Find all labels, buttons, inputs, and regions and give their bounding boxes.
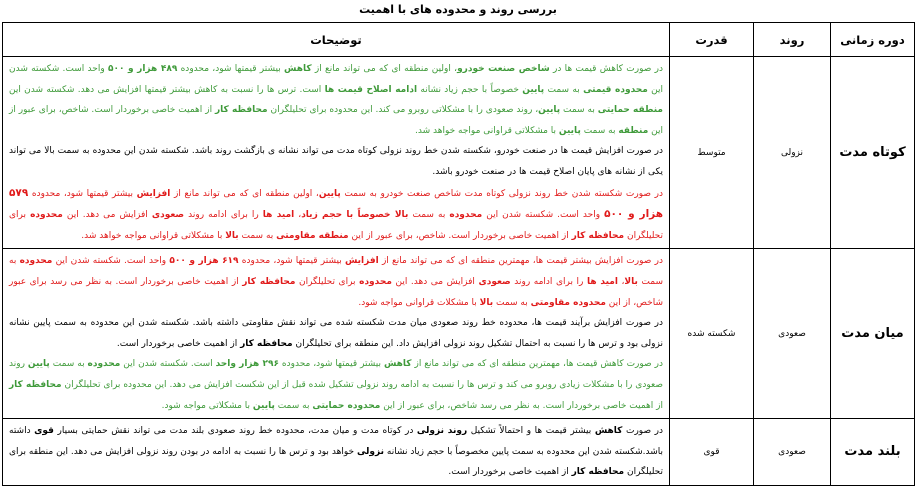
description-paragraph xyxy=(9,183,663,247)
text-run: در صورت xyxy=(622,426,663,437)
highlight-text: قوی xyxy=(34,426,54,437)
text-run: خواهد بود و ترس ها را نسبت به ادامه در بودن روند نزولی افزایش می دهد. این منطقه برای تحلیلگران xyxy=(9,446,663,478)
description-paragraph xyxy=(9,354,663,416)
text-run: بیشتر قیمتها شود، محدوده xyxy=(177,64,285,74)
text-run: از اهمیت خاصی برخوردار است. شاخص، برای عبور از این xyxy=(348,230,572,241)
period-cell: کوتاه مدت xyxy=(831,57,915,249)
text-run: به سمت xyxy=(274,400,313,411)
highlight-text: پایین xyxy=(538,105,561,116)
highlight-text: نزولی xyxy=(356,446,384,457)
period-cell: بلند مدت xyxy=(831,419,915,486)
highlight-text: پایین xyxy=(522,84,545,95)
highlight-text: ۶۱۹ هزار و ۵۰۰ xyxy=(169,256,239,267)
highlight-text: افزایش xyxy=(136,188,171,199)
text-run: در صورت افزایش برآیند قیمت ها، محدوده خط روند صعودی میان مدت شکسته شده می تواند نقش مقاومتی داشته باشد. شکسته شدن این محدوده به سمت پایین نشانه نزولی بود و ترس ها را نسبت به احتمال تشکیل روند نزولی افزایش داد. این منطقه برای تحلیلگران xyxy=(9,318,663,349)
highlight-text: کاهش xyxy=(284,64,312,74)
text-run: از اهمیت خاصی برخوردار است. به نظر می رسد شاخص، برای عبور از این xyxy=(380,400,663,411)
description-cell xyxy=(3,419,670,486)
highlight-text: افزایش xyxy=(344,256,379,267)
trend-cell: نزولی xyxy=(754,57,831,249)
description-paragraph xyxy=(9,59,663,141)
header-strength: قدرت xyxy=(670,23,754,57)
highlight-text: ۵۷۹ هزار و ۵۰۰ xyxy=(9,186,663,221)
highlight-text: محافظه کار xyxy=(9,379,62,390)
highlight-text: ادامه اصلاح قیمت ها xyxy=(324,84,418,95)
description-paragraph xyxy=(9,421,663,483)
text-run: با مشکلاتی قراوانی مواجه خواهد شد. xyxy=(415,125,559,136)
strength-cell: متوسط xyxy=(670,57,754,249)
highlight-text: محافظه کار xyxy=(215,105,268,116)
highlight-text: منطقه xyxy=(618,125,649,136)
header-row xyxy=(3,23,915,57)
text-run: واحد است. شکسته شدن این xyxy=(482,210,605,221)
highlight-text: منطقه مقاومتی xyxy=(276,230,349,241)
text-run: بیشتر قیمتها شود، محدوده xyxy=(238,256,345,267)
highlight-text: پایین xyxy=(27,359,50,370)
highlight-text: محدوده xyxy=(359,276,392,287)
description-paragraph xyxy=(9,313,663,354)
highlight-text: کاهش xyxy=(594,426,623,437)
highlight-text: محافظه کار xyxy=(571,230,625,241)
highlight-text: بالا xyxy=(479,297,494,308)
description-paragraph xyxy=(9,251,663,313)
text-run: را برای ادامه روند xyxy=(184,210,263,221)
trend-cell: صعودی xyxy=(754,419,831,486)
highlight-text: بالا xyxy=(624,276,638,287)
highlight-text: صعودی xyxy=(151,210,185,221)
highlight-text: صعودی xyxy=(478,276,511,287)
text-run: به سمت xyxy=(238,230,277,241)
text-run: بیشتر قیمتها شود، محدوده xyxy=(278,359,384,370)
text-run: افزایش می دهد. این xyxy=(391,276,479,287)
highlight-text: محدوده xyxy=(87,359,121,370)
text-run: با مشکلات قراوانی مواجه شود. xyxy=(358,297,480,308)
description-paragraph xyxy=(9,141,663,182)
text-run: برای تحلیلگران xyxy=(9,210,663,241)
text-run: است. ترس ها را نسبت به کاهش بیشتر قیمتها افزایش می دهد. شکسته شدن این xyxy=(9,84,325,95)
header-description: توضیحات xyxy=(3,23,670,57)
strength-cell: قوی xyxy=(670,419,754,486)
highlight-text: بالا xyxy=(225,230,239,241)
text-run: به سمت xyxy=(560,105,598,116)
highlight-text: شاخص صنعت خودرو xyxy=(457,64,550,74)
highlight-text: ۲۹۶ هزار واحد xyxy=(215,359,279,370)
text-run: بیشتر قیمتها شود، محدوده xyxy=(28,188,137,199)
text-run: با مشکلاتی مواجه شود. xyxy=(161,400,253,411)
highlight-text: بالا خصوصاً با حجم زیاد xyxy=(301,210,409,221)
text-run: ، xyxy=(294,210,302,221)
text-run: از اهمیت خاصی برخوردار است. شاخص، برای عبور از این xyxy=(9,105,663,136)
text-run: واحد است. شکسته شدن این xyxy=(52,256,170,267)
text-run: در صورت کاهش قیمت ها در xyxy=(549,64,663,74)
highlight-text: پایین xyxy=(252,400,275,411)
highlight-text: محافظه کار xyxy=(242,276,296,287)
text-run: در صورت شکسته شدن خط روند نزولی کوتاه مدت شاخص صنعت خودرو به سمت xyxy=(340,188,663,199)
highlight-text: محدوده قیمتی xyxy=(583,84,648,95)
text-run: در کوتاه مدت و میان مدت، محدوده خط روند صعودی بلند مدت می تواند نقش حمایتی بسیار xyxy=(53,426,417,437)
trend-cell: صعودی xyxy=(754,249,831,419)
text-run: به سمت xyxy=(544,84,584,95)
highlight-text: پایین xyxy=(558,125,581,136)
text-run: به سمت xyxy=(580,125,619,136)
header-trend: روند xyxy=(754,23,831,57)
text-run: در صورت کاهش قیمت ها، مهمترین منطقه ای که می تواند مانع از xyxy=(411,359,663,370)
period-cell: میان مدت xyxy=(831,249,915,419)
highlight-text: محافظه کار xyxy=(571,467,625,478)
text-run: روند صعودی را با مشکلات زیادی روبرو می کند و ترس ها را نسبت به ادامه روند نزولی تشکیل شده قبل از این شکست افزایش می دهد. این محدوده برای تحلیلگران xyxy=(9,359,663,390)
header-period: دوره زمانی xyxy=(831,23,915,57)
text-run: را برای ادامه روند xyxy=(510,276,587,287)
trend-table xyxy=(2,22,915,486)
text-run: به سمت xyxy=(493,297,531,308)
highlight-text: محدوده xyxy=(30,210,63,221)
text-run: از اهمیت خاصی برخوردار است. xyxy=(448,467,572,478)
text-run: در صورت افزایش بیشتر قیمت ها، مهمترین منطقه ای که می تواند مانع از xyxy=(378,256,663,267)
page-title: بررسی روند و محدوده های با اهمیت xyxy=(359,3,557,16)
highlight-text: محدوده xyxy=(19,256,53,267)
highlight-text: محافظه کار xyxy=(240,338,293,349)
text-run: از اهمیت خاصی برخوردار است. به نظر می رسد برای عبور شاخص، از این xyxy=(9,276,663,308)
highlight-text: منطقه حمایتی xyxy=(597,105,664,116)
text-run: افزایش می دهد. این xyxy=(62,210,152,221)
table-row xyxy=(3,57,915,249)
text-run: ، اولین منطقه ای که می تواند مانع از xyxy=(170,188,319,199)
highlight-text: پایین xyxy=(318,188,341,199)
highlight-text: محدوده مقاومتی xyxy=(530,297,606,308)
highlight-text: امید ها xyxy=(262,210,295,221)
highlight-text: کاهش xyxy=(383,359,412,370)
text-run: واحد است. شکسته شدن این xyxy=(9,64,664,95)
text-run: است. شکسته شدن این xyxy=(120,359,216,370)
highlight-text: روند نزولی xyxy=(416,426,468,437)
strength-cell: شکسته شده xyxy=(670,249,754,419)
text-run: ، اولین منطقه ای که می تواند مانع از xyxy=(311,64,458,74)
highlight-text: ۴۸۹ هزار و ۵۰۰ xyxy=(107,64,178,74)
text-run: ، روند صعودی را با مشکلاتی روبرو می کند. این محدوده برای تحلیلگران xyxy=(267,105,539,116)
text-run: بیشتر قیمت ها و احتمالاً تشکیل xyxy=(467,426,595,437)
description-cell xyxy=(3,57,670,249)
highlight-text: امید ها xyxy=(586,276,618,287)
text-run: خصوصاً با حجم زیاد نشانه xyxy=(417,84,523,95)
text-run: داشته باشد.شکسته شدن این محدوده به سمت پایین مخصوصاً با حجم زیاد نشانه xyxy=(9,426,663,457)
highlight-text: محدوده حمایتی xyxy=(312,400,381,411)
table-row xyxy=(3,419,915,486)
text-run: به سمت xyxy=(408,210,450,221)
text-run: به سمت xyxy=(9,256,664,287)
description-cell xyxy=(3,249,670,419)
text-run: به سمت xyxy=(49,359,88,370)
table-row xyxy=(3,249,915,419)
text-run: در صورت افزایش قیمت ها در صنعت خودرو، شکسته شدن خط روند نزولی کوتاه مدت می تواند نشانه ی بازگشت روند باشد. شکسته شدن این محدوده به سمت بالا می تواند یکی از نشانه های پایان اصلاح قیمت ها در صنعت خودرو باشد. xyxy=(9,146,663,177)
text-run: با مشکلاتی قراوانی مواجه خواهد شد. xyxy=(81,230,226,241)
text-run: برای تحلیلگران xyxy=(295,276,360,287)
text-run: از اهمیت خاصی برخوردار است. xyxy=(116,338,241,349)
text-run: ، xyxy=(617,276,625,287)
highlight-text: محدوده xyxy=(449,210,483,221)
